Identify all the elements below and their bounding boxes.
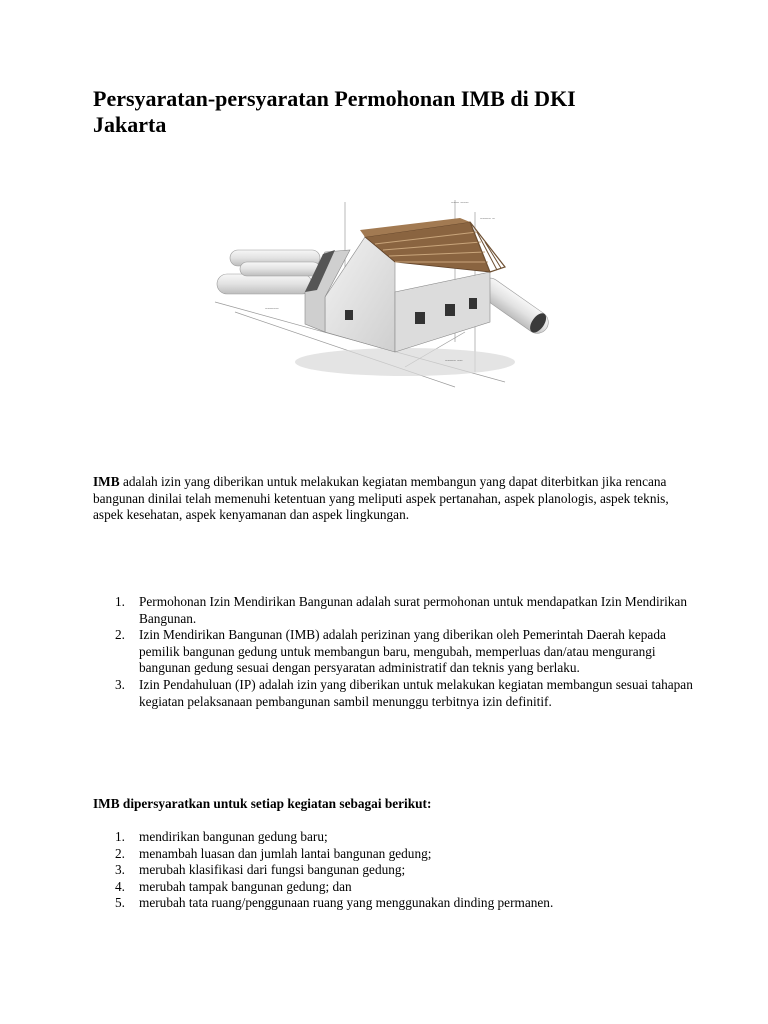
imb-definition-text: adalah izin yang diberikan untuk melakukan kegiatan membangun yang dapat diterbitkan jika rencana bangunan dinilai telah memenuhi ketentuan yang meliputi aspek pertanahan, aspek planologis, aspek teknis, aspek kesehatan, aspek kenyamanan dan aspek lingkungan. bbox=[93, 474, 669, 523]
activities-list bbox=[93, 829, 693, 912]
list-number: 1. bbox=[115, 594, 125, 609]
list-item-text: Izin Pendahuluan (IP) adalah izin yang diberikan untuk melakukan kegiatan membangun sesuai tahapan kegiatan pelaksanaan pembangunan sambil menunggu terbitnya izin definitif. bbox=[139, 676, 693, 709]
list-item-text: menambah luasan dan jumlah lantai bangunan gedung; bbox=[139, 845, 432, 861]
svg-text:~~~~ ~~: ~~~~ ~~ bbox=[445, 359, 463, 364]
imb-term: IMB bbox=[93, 474, 120, 489]
list-item-text: mendirikan bangunan gedung baru; bbox=[139, 829, 328, 844]
list-item bbox=[93, 627, 693, 677]
list-item bbox=[93, 594, 693, 627]
svg-text:~~~~ ~: ~~~~ ~ bbox=[480, 217, 495, 222]
list-number: 3. bbox=[115, 676, 125, 692]
list-item bbox=[93, 862, 693, 879]
list-item-text: Permohonan Izin Mendirikan Bangunan adalah surat permohonan untuk mendapatkan Izin Mendirikan Bangunan. bbox=[139, 594, 687, 626]
list-number: 4. bbox=[115, 878, 125, 894]
list-item-text: merubah klasifikasi dari fungsi bangunan gedung; bbox=[139, 862, 406, 878]
list-item-text: merubah tata ruang/penggunaan ruang yang menggunakan dinding permanen. bbox=[139, 895, 554, 911]
requirements-subheading: IMB dipersyaratkan untuk setiap kegiatan sebagai berikut: bbox=[93, 796, 432, 811]
list-number: 2. bbox=[115, 627, 125, 643]
svg-text:~~~~~: ~~~~~ bbox=[265, 307, 279, 312]
list-item-text: merubah tampak bangunan gedung; dan bbox=[139, 878, 352, 894]
document-title: Persyaratan-persyaratan Permohonan IMB di DKI Jakarta bbox=[93, 86, 576, 137]
list-number: 5. bbox=[115, 895, 125, 911]
definitions-list bbox=[93, 594, 693, 710]
list-item bbox=[93, 879, 693, 896]
list-item-text: Izin Mendirikan Bangunan (IMB) adalah perizinan yang diberikan oleh Pemerintah Daerah kepada pemilik bangunan gedung untuk membangun baru, mengubah, memperluas dan/atau mengurangi bangunan gedung sesuai dengan persyaratan administratif dan teknis yang berlaku. bbox=[139, 627, 666, 676]
list-item bbox=[93, 829, 693, 846]
list-number: 3. bbox=[115, 862, 125, 878]
list-item bbox=[93, 677, 693, 710]
svg-text:~~~ ~~~: ~~~ ~~~ bbox=[451, 201, 469, 206]
list-number: 2. bbox=[115, 845, 125, 861]
list-item bbox=[93, 846, 693, 863]
imb-definition-paragraph bbox=[93, 474, 683, 524]
list-number: 1. bbox=[115, 829, 125, 844]
list-item bbox=[93, 895, 693, 912]
house-blueprint-illustration bbox=[205, 192, 555, 392]
